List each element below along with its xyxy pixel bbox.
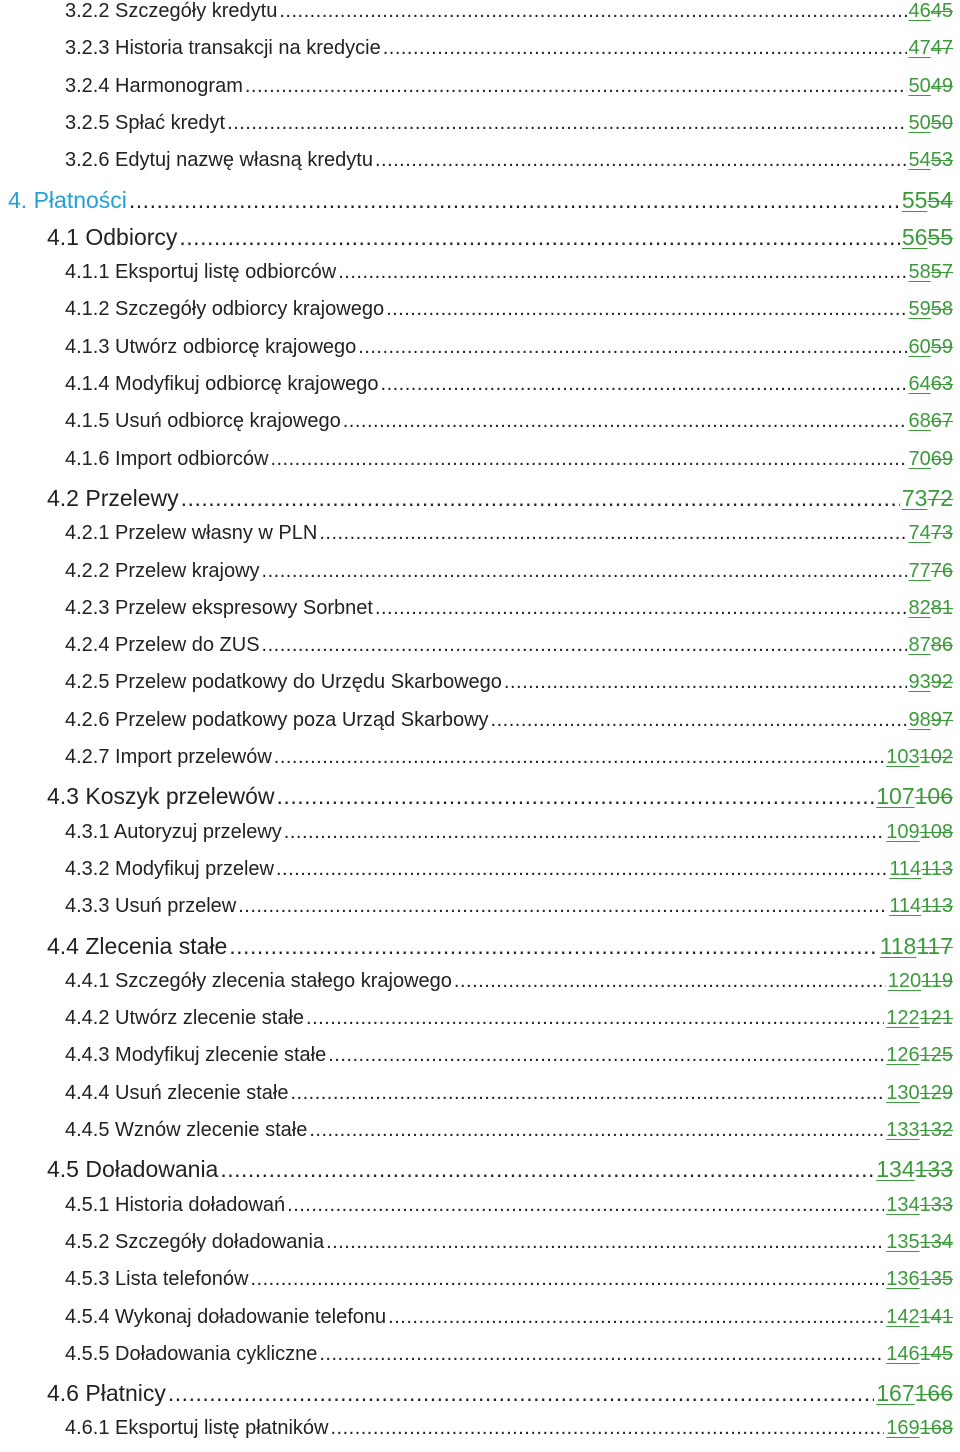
toc-page-numbers[interactable] xyxy=(909,298,954,321)
toc-entry-title: 4.1.6 Import odbiorców xyxy=(65,447,269,470)
toc-entry-title: 4.5.3 Lista telefonów xyxy=(65,1268,249,1291)
page-number-new[interactable]: 169 xyxy=(886,1417,920,1440)
toc-entry-title: 4.3 Koszyk przelewów xyxy=(47,783,275,810)
page-number-new[interactable]: 146 xyxy=(886,1342,920,1365)
page-number-old: 81 xyxy=(930,596,953,619)
toc-page-numbers[interactable] xyxy=(909,634,954,657)
toc-page-numbers[interactable] xyxy=(909,336,954,359)
toc-entry[interactable] xyxy=(65,261,953,284)
toc-entry-title: 4.1 Odbiorcy xyxy=(47,223,178,250)
dot-leader xyxy=(319,522,906,545)
toc-entry[interactable] xyxy=(65,671,953,694)
page-number-new[interactable]: 47 xyxy=(908,37,931,60)
dot-leader xyxy=(491,709,907,732)
page-number-old: 125 xyxy=(919,1044,953,1067)
dot-leader xyxy=(338,261,906,284)
toc-entry[interactable] xyxy=(65,298,953,321)
toc-entry-title: 4.1.2 Szczegóły odbiorcy krajowego xyxy=(65,298,385,321)
toc-entry-title: 4.2.5 Przelew podatkowy do Urzędu Skarbowego xyxy=(65,671,502,694)
toc-entry-title: 4.3.1 Autoryzuj przelewy xyxy=(65,820,282,843)
page-number-old: 129 xyxy=(919,1081,953,1104)
toc-entry-title: 4.1.1 Eksportuj listę odbiorców xyxy=(65,261,337,284)
toc-entry[interactable] xyxy=(65,1417,953,1440)
toc-entry[interactable] xyxy=(47,783,953,810)
toc-page-numbers[interactable] xyxy=(886,1231,953,1254)
toc-entry[interactable] xyxy=(65,75,953,98)
toc-entry[interactable] xyxy=(65,858,953,881)
toc-entry[interactable] xyxy=(65,0,953,23)
dot-leader xyxy=(129,187,900,214)
toc-entry-title: 4.2.7 Import przelewów xyxy=(65,746,272,768)
toc-page-numbers[interactable] xyxy=(902,187,953,214)
toc-entry[interactable] xyxy=(65,895,953,918)
toc-entry-title: 4. Płatności xyxy=(8,186,127,213)
page-number-old: 67 xyxy=(930,410,953,433)
page-number-new[interactable]: 133 xyxy=(886,1119,920,1141)
toc-entry[interactable] xyxy=(65,112,953,135)
dot-leader xyxy=(276,858,887,881)
toc-entry[interactable] xyxy=(65,709,953,732)
page-number-new[interactable]: 118 xyxy=(879,932,917,959)
page-number-old: 86 xyxy=(930,634,953,657)
dot-leader xyxy=(319,1343,884,1366)
dot-leader xyxy=(358,336,906,359)
toc-page-numbers[interactable] xyxy=(902,485,953,512)
toc-page-numbers[interactable] xyxy=(886,1119,953,1142)
toc-entry[interactable] xyxy=(65,410,953,433)
toc-entry[interactable] xyxy=(65,336,953,359)
page-number-new[interactable]: 142 xyxy=(886,1305,920,1328)
toc-page-numbers[interactable] xyxy=(886,1306,953,1329)
page-number-old: 166 xyxy=(914,1380,953,1407)
toc-entry[interactable] xyxy=(65,1231,953,1254)
page-number-old: 121 xyxy=(919,1007,953,1030)
toc-entry-title: 3.2.3 Historia transakcji na kredycie xyxy=(65,37,381,60)
toc-entry[interactable] xyxy=(65,746,953,769)
page-number-old: 76 xyxy=(930,559,953,582)
page-number-old: 92 xyxy=(930,671,953,694)
toc-entry[interactable] xyxy=(65,1119,953,1142)
page-number-new[interactable]: 103 xyxy=(886,746,920,768)
toc-entry[interactable] xyxy=(65,149,953,172)
page-number-new[interactable]: 98 xyxy=(908,708,931,731)
toc-entry-title: 4.5.4 Wykonaj doładowanie telefonu xyxy=(65,1305,387,1328)
dot-leader xyxy=(179,224,899,251)
page-number-new[interactable]: 77 xyxy=(908,559,931,582)
dot-leader xyxy=(388,1306,884,1329)
toc-entry[interactable] xyxy=(65,1343,953,1366)
toc-entry-title: 4.4 Zlecenia stałe xyxy=(47,932,228,959)
toc-page-numbers[interactable] xyxy=(888,970,953,993)
page-number-new[interactable]: 120 xyxy=(887,969,922,992)
page-number-old: 119 xyxy=(921,969,953,992)
page-number-old: 108 xyxy=(919,820,953,843)
dot-leader xyxy=(284,821,884,844)
toc-entry-title: 4.2.3 Przelew ekspresowy Sorbnet xyxy=(65,596,373,619)
dot-leader xyxy=(274,746,884,769)
toc-entry[interactable] xyxy=(47,1380,953,1407)
page-number-new[interactable]: 54 xyxy=(908,149,931,172)
page-number-old: 145 xyxy=(919,1342,953,1365)
page-number-new[interactable]: 136 xyxy=(886,1268,920,1291)
toc-entry[interactable] xyxy=(65,970,953,993)
toc-entry[interactable] xyxy=(65,1082,953,1105)
page-number-old: 133 xyxy=(914,1156,953,1183)
page-number-new[interactable]: 55 xyxy=(901,186,928,213)
toc-entry[interactable] xyxy=(8,187,953,214)
toc-entry-title: 4.3.2 Modyfikuj przelew xyxy=(65,857,274,880)
page-number-old: 133 xyxy=(919,1193,953,1216)
toc-entry-title: 4.6.1 Eksportuj listę płatników xyxy=(65,1417,329,1440)
dot-leader xyxy=(262,634,907,657)
page-number-new[interactable]: 68 xyxy=(908,410,931,433)
page-number-new[interactable]: 46 xyxy=(908,0,931,22)
toc-page-numbers[interactable] xyxy=(876,1380,953,1407)
toc-entry-title: 4.5.2 Szczegóły doładowania xyxy=(65,1230,325,1253)
page-number-old: 73 xyxy=(930,522,953,545)
page-number-old: 113 xyxy=(921,857,953,880)
toc-entry[interactable] xyxy=(65,522,953,545)
toc-page-numbers[interactable] xyxy=(909,149,954,172)
page-number-new[interactable]: 82 xyxy=(908,596,931,619)
dot-leader xyxy=(454,970,886,993)
page-number-new[interactable]: 64 xyxy=(908,373,931,395)
toc-entry[interactable] xyxy=(65,1268,953,1291)
page-number-old: 134 xyxy=(919,1230,953,1253)
toc-page-numbers[interactable] xyxy=(909,560,954,583)
page-number-new[interactable]: 126 xyxy=(886,1044,920,1067)
page-number-old: 97 xyxy=(930,708,953,731)
toc-page-numbers[interactable] xyxy=(886,821,953,844)
toc-entry-title: 4.2.1 Przelew własny w PLN xyxy=(65,522,318,545)
toc-page-numbers[interactable] xyxy=(909,597,954,620)
toc-entry-title: 4.2 Przelewy xyxy=(47,484,179,511)
toc-entry-title: 4.2.6 Przelew podatkowy poza Urząd Skarbowy xyxy=(65,708,489,731)
toc-entry[interactable] xyxy=(65,448,953,471)
page-number-old: 132 xyxy=(919,1119,953,1141)
page-number-old: 117 xyxy=(916,932,953,959)
dot-leader xyxy=(270,448,906,471)
toc-page-numbers[interactable] xyxy=(886,746,953,769)
toc-page-numbers[interactable] xyxy=(909,261,954,284)
page-number-new[interactable]: 60 xyxy=(908,335,931,358)
dot-leader xyxy=(227,112,906,135)
toc-entry[interactable] xyxy=(65,1044,953,1067)
page-number-new[interactable]: 59 xyxy=(908,298,931,321)
page-number-old: 49 xyxy=(930,74,953,97)
toc-entry-title: 3.2.2 Szczegóły kredytu xyxy=(65,0,278,22)
toc-entry[interactable] xyxy=(47,1156,953,1183)
page-number-new[interactable]: 58 xyxy=(908,261,931,284)
page-number-new[interactable]: 93 xyxy=(908,671,931,694)
dot-leader xyxy=(330,1417,884,1440)
dot-leader xyxy=(383,37,907,60)
toc-page-numbers[interactable] xyxy=(886,1268,953,1291)
dot-leader xyxy=(168,1380,874,1407)
page-number-new[interactable]: 135 xyxy=(886,1230,920,1253)
toc-entry[interactable] xyxy=(65,560,953,583)
toc-page-numbers[interactable] xyxy=(886,1417,953,1440)
toc-page-numbers[interactable] xyxy=(909,373,954,396)
toc-page-numbers[interactable] xyxy=(909,671,954,694)
page-number-old: 141 xyxy=(919,1305,953,1328)
toc-entry[interactable] xyxy=(65,821,953,844)
dot-leader xyxy=(326,1231,884,1254)
page-number-old: 54 xyxy=(927,186,953,213)
page-number-old: 63 xyxy=(930,373,953,395)
toc-entry[interactable] xyxy=(47,224,953,251)
dot-leader xyxy=(381,373,907,396)
page-number-new[interactable]: 56 xyxy=(901,223,928,250)
toc-entry-title: 3.2.5 Spłać kredyt xyxy=(65,111,226,134)
dot-leader xyxy=(229,933,877,960)
page-number-new[interactable]: 130 xyxy=(886,1081,920,1104)
page-number-old: 102 xyxy=(919,746,953,768)
dot-leader xyxy=(290,1082,884,1105)
page-number-new[interactable]: 134 xyxy=(876,1156,915,1183)
dot-leader xyxy=(343,410,907,433)
toc-page-numbers[interactable] xyxy=(909,0,954,23)
page-number-old: 69 xyxy=(930,447,953,470)
page-number-new[interactable]: 70 xyxy=(908,447,931,470)
toc-entry[interactable] xyxy=(65,634,953,657)
toc-page-numbers[interactable] xyxy=(886,1082,953,1105)
toc-page-numbers[interactable] xyxy=(909,448,954,471)
dot-leader xyxy=(504,671,907,694)
toc-entry[interactable] xyxy=(47,485,953,512)
toc-entry[interactable] xyxy=(65,1306,953,1329)
dot-leader xyxy=(262,560,907,583)
page-number-old: 113 xyxy=(921,895,953,918)
toc-entry-title: 4.4.2 Utwórz zlecenie stałe xyxy=(65,1007,305,1030)
toc-page-numbers[interactable] xyxy=(886,1343,953,1366)
toc-entry-title: 4.4.1 Szczegóły zlecenia stałego krajowego xyxy=(65,969,452,992)
toc-page-numbers[interactable] xyxy=(880,933,953,960)
page-number-old: 47 xyxy=(930,37,953,60)
page-number-new[interactable]: 50 xyxy=(908,74,931,97)
dot-leader xyxy=(287,1194,884,1217)
dot-leader xyxy=(250,1268,884,1291)
dot-leader xyxy=(375,597,907,620)
page-number-old: 72 xyxy=(927,484,953,511)
toc-page-numbers[interactable] xyxy=(909,112,954,135)
page-number-new[interactable]: 107 xyxy=(876,783,915,810)
dot-leader xyxy=(375,149,907,172)
toc-entry-title: 4.1.4 Modyfikuj odbiorcę krajowego xyxy=(65,373,379,395)
toc-page-numbers[interactable] xyxy=(886,1044,953,1067)
page-number-new[interactable]: 74 xyxy=(908,522,931,545)
page-number-old: 58 xyxy=(930,298,953,321)
dot-leader xyxy=(277,783,875,810)
toc-entry-title: 4.4.3 Modyfikuj zlecenie stałe xyxy=(65,1044,327,1067)
page-number-old: 168 xyxy=(919,1417,953,1440)
toc-entry-title: 4.4.4 Usuń zlecenie stałe xyxy=(65,1081,289,1104)
page-number-old: 106 xyxy=(914,783,953,810)
toc-entry-title: 4.6 Płatnicy xyxy=(47,1380,166,1407)
toc-page-numbers[interactable] xyxy=(876,1156,953,1183)
toc-entry-title: 4.4.5 Wznów zlecenie stałe xyxy=(65,1119,308,1141)
toc-page-numbers[interactable] xyxy=(886,1007,953,1030)
dot-leader xyxy=(386,298,906,321)
dot-leader xyxy=(328,1044,884,1067)
page-number-new[interactable]: 167 xyxy=(876,1380,915,1407)
dot-leader xyxy=(309,1119,884,1142)
page-number-new[interactable]: 109 xyxy=(886,820,920,843)
toc-entry-title: 4.5 Doładowania xyxy=(47,1156,219,1183)
page-number-old: 59 xyxy=(930,335,953,358)
toc-entry-title: 4.1.5 Usuń odbiorcę krajowego xyxy=(65,410,341,433)
toc-page-numbers[interactable] xyxy=(889,858,953,881)
toc-entry-title: 4.1.3 Utwórz odbiorcę krajowego xyxy=(65,335,357,358)
toc-entry[interactable] xyxy=(65,37,953,60)
toc-entry-title: 3.2.6 Edytuj nazwę własną kredytu xyxy=(65,149,373,172)
page-number-old: 55 xyxy=(927,223,953,250)
toc-entry-title: 4.2.2 Przelew krajowy xyxy=(65,559,260,582)
toc-page-numbers[interactable] xyxy=(886,1194,953,1217)
toc-entry[interactable] xyxy=(65,1007,953,1030)
toc-entry[interactable] xyxy=(65,1194,953,1217)
page-number-old: 53 xyxy=(930,149,953,172)
toc-page-numbers[interactable] xyxy=(909,37,954,60)
toc-page-numbers[interactable] xyxy=(909,709,954,732)
page-number-new[interactable]: 50 xyxy=(908,111,931,134)
page-number-new[interactable]: 114 xyxy=(889,857,922,880)
page-number-new[interactable]: 122 xyxy=(886,1007,920,1030)
page-number-old: 50 xyxy=(930,111,953,134)
dot-leader xyxy=(245,75,907,98)
page-number-new[interactable]: 134 xyxy=(886,1193,920,1216)
toc-entry-title: 4.5.1 Historia doładowań xyxy=(65,1193,286,1216)
toc-page-numbers[interactable] xyxy=(909,410,954,433)
toc-page-numbers[interactable] xyxy=(902,224,953,251)
toc-entry-title: 4.2.4 Przelew do ZUS xyxy=(65,634,260,657)
page-number-old: 45 xyxy=(930,0,953,22)
toc-entry-title: 4.3.3 Usuń przelew xyxy=(65,895,237,918)
dot-leader xyxy=(220,1156,874,1183)
toc-entry-title: 4.5.5 Doładowania cykliczne xyxy=(65,1342,318,1365)
toc-page-numbers[interactable] xyxy=(909,75,954,98)
page-number-old: 135 xyxy=(919,1268,953,1291)
page-number-new[interactable]: 73 xyxy=(901,484,928,511)
toc-page-numbers[interactable] xyxy=(889,895,953,918)
dot-leader xyxy=(279,0,906,23)
toc-entry[interactable] xyxy=(65,373,953,396)
dot-leader xyxy=(238,895,887,918)
toc-entry[interactable] xyxy=(65,597,953,620)
dot-leader xyxy=(181,485,900,512)
dot-leader xyxy=(306,1007,884,1030)
toc-page-numbers[interactable] xyxy=(876,783,953,810)
page-number-old: 57 xyxy=(930,261,953,284)
toc-page-numbers[interactable] xyxy=(909,522,954,545)
page-number-new[interactable]: 87 xyxy=(908,634,931,657)
toc-entry[interactable] xyxy=(47,933,953,960)
toc-entry-title: 3.2.4 Harmonogram xyxy=(65,74,243,97)
page-number-new[interactable]: 114 xyxy=(889,895,922,918)
